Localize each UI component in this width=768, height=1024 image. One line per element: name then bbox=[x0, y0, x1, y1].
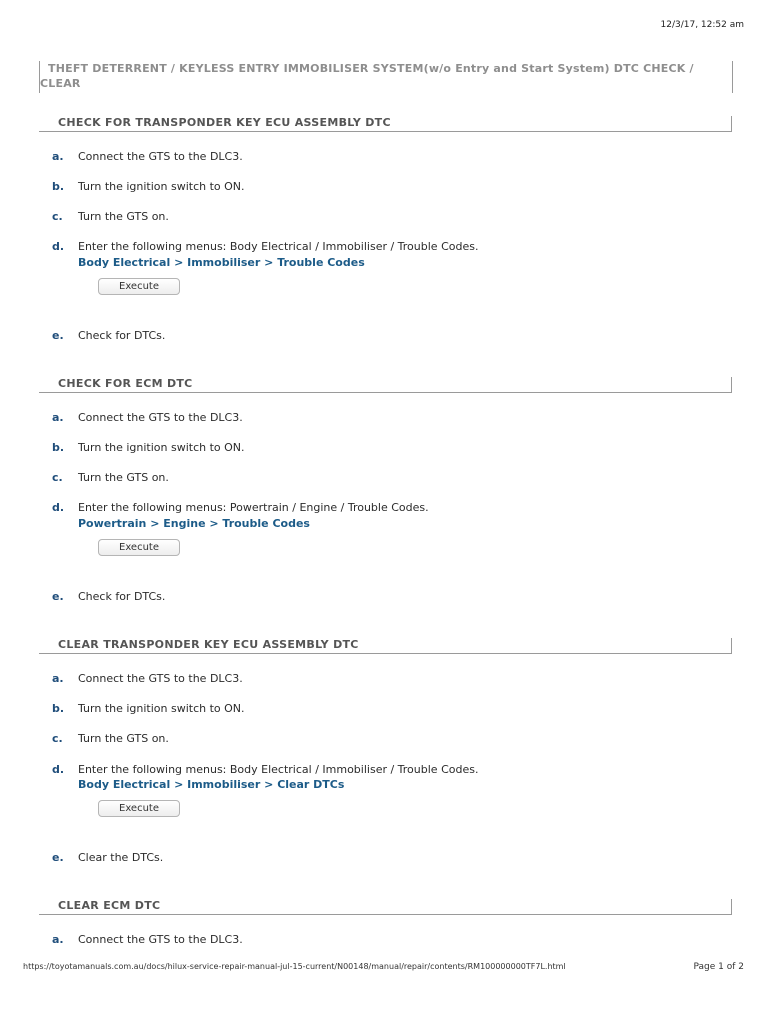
section-heading bbox=[39, 638, 732, 654]
step-text: Check for DTCs. bbox=[78, 590, 166, 603]
step-text: Turn the ignition switch to ON. bbox=[78, 180, 245, 193]
step-letter: d. bbox=[52, 240, 65, 253]
section-heading bbox=[39, 377, 732, 393]
section-heading bbox=[39, 899, 732, 915]
step-text: Enter the following menus: Powertrain / Engine / Trouble Codes. bbox=[78, 501, 429, 514]
step-letter: b. bbox=[52, 180, 65, 193]
step-text: Check for DTCs. bbox=[78, 329, 166, 342]
section-heading-text: CLEAR TRANSPONDER KEY ECU ASSEMBLY DTC bbox=[58, 638, 359, 651]
step-letter: d. bbox=[52, 501, 65, 514]
step-text: Turn the GTS on. bbox=[78, 732, 169, 745]
step-text: Turn the GTS on. bbox=[78, 210, 169, 223]
document-title-line-1: THEFT DETERRENT / KEYLESS ENTRY IMMOBILISER SYSTEM(w/o Entry and Start System) DTC CHECK / bbox=[48, 62, 694, 75]
section-heading bbox=[39, 116, 732, 132]
step-letter: a. bbox=[52, 411, 64, 424]
step-text: Enter the following menus: Body Electrical / Immobiliser / Trouble Codes. bbox=[78, 240, 479, 253]
execute-button[interactable]: Execute bbox=[98, 800, 180, 817]
step-letter: c. bbox=[52, 732, 63, 745]
step-letter: a. bbox=[52, 672, 64, 685]
document-title bbox=[39, 61, 733, 93]
step-letter: b. bbox=[52, 702, 65, 715]
page-number: Page 1 of 2 bbox=[693, 962, 744, 972]
step-letter: e. bbox=[52, 329, 64, 342]
step-text: Clear the DTCs. bbox=[78, 851, 164, 864]
step-text: Connect the GTS to the DLC3. bbox=[78, 672, 243, 685]
step-letter: c. bbox=[52, 471, 63, 484]
menu-path: Body Electrical > Immobiliser > Trouble Codes bbox=[78, 256, 365, 269]
step-letter: e. bbox=[52, 590, 64, 603]
step-text: Turn the ignition switch to ON. bbox=[78, 441, 245, 454]
step-text: Turn the ignition switch to ON. bbox=[78, 702, 245, 715]
step-letter: a. bbox=[52, 933, 64, 946]
step-text: Enter the following menus: Body Electrical / Immobiliser / Trouble Codes. bbox=[78, 763, 479, 776]
step-letter: a. bbox=[52, 150, 64, 163]
print-timestamp: 12/3/17, 12:52 am bbox=[660, 20, 744, 30]
step-text: Connect the GTS to the DLC3. bbox=[78, 150, 243, 163]
step-text: Turn the GTS on. bbox=[78, 471, 169, 484]
step-text: Connect the GTS to the DLC3. bbox=[78, 933, 243, 946]
section-heading-text: CLEAR ECM DTC bbox=[58, 899, 161, 912]
execute-button[interactable]: Execute bbox=[98, 539, 180, 556]
step-letter: d. bbox=[52, 763, 65, 776]
section-heading-text: CHECK FOR ECM DTC bbox=[58, 377, 193, 390]
menu-path: Powertrain > Engine > Trouble Codes bbox=[78, 517, 310, 530]
footer-url: https://toyotamanuals.com.au/docs/hilux-service-repair-manual-jul-15-current/N00148/manual/repair/contents/RM100000000TF7L.html bbox=[23, 962, 566, 971]
step-letter: b. bbox=[52, 441, 65, 454]
document-title-line-2: CLEAR bbox=[40, 77, 81, 90]
step-letter: c. bbox=[52, 210, 63, 223]
section-heading-text: CHECK FOR TRANSPONDER KEY ECU ASSEMBLY DTC bbox=[58, 116, 391, 129]
step-text: Connect the GTS to the DLC3. bbox=[78, 411, 243, 424]
execute-button[interactable]: Execute bbox=[98, 278, 180, 295]
menu-path: Body Electrical > Immobiliser > Clear DTCs bbox=[78, 778, 345, 791]
step-letter: e. bbox=[52, 851, 64, 864]
